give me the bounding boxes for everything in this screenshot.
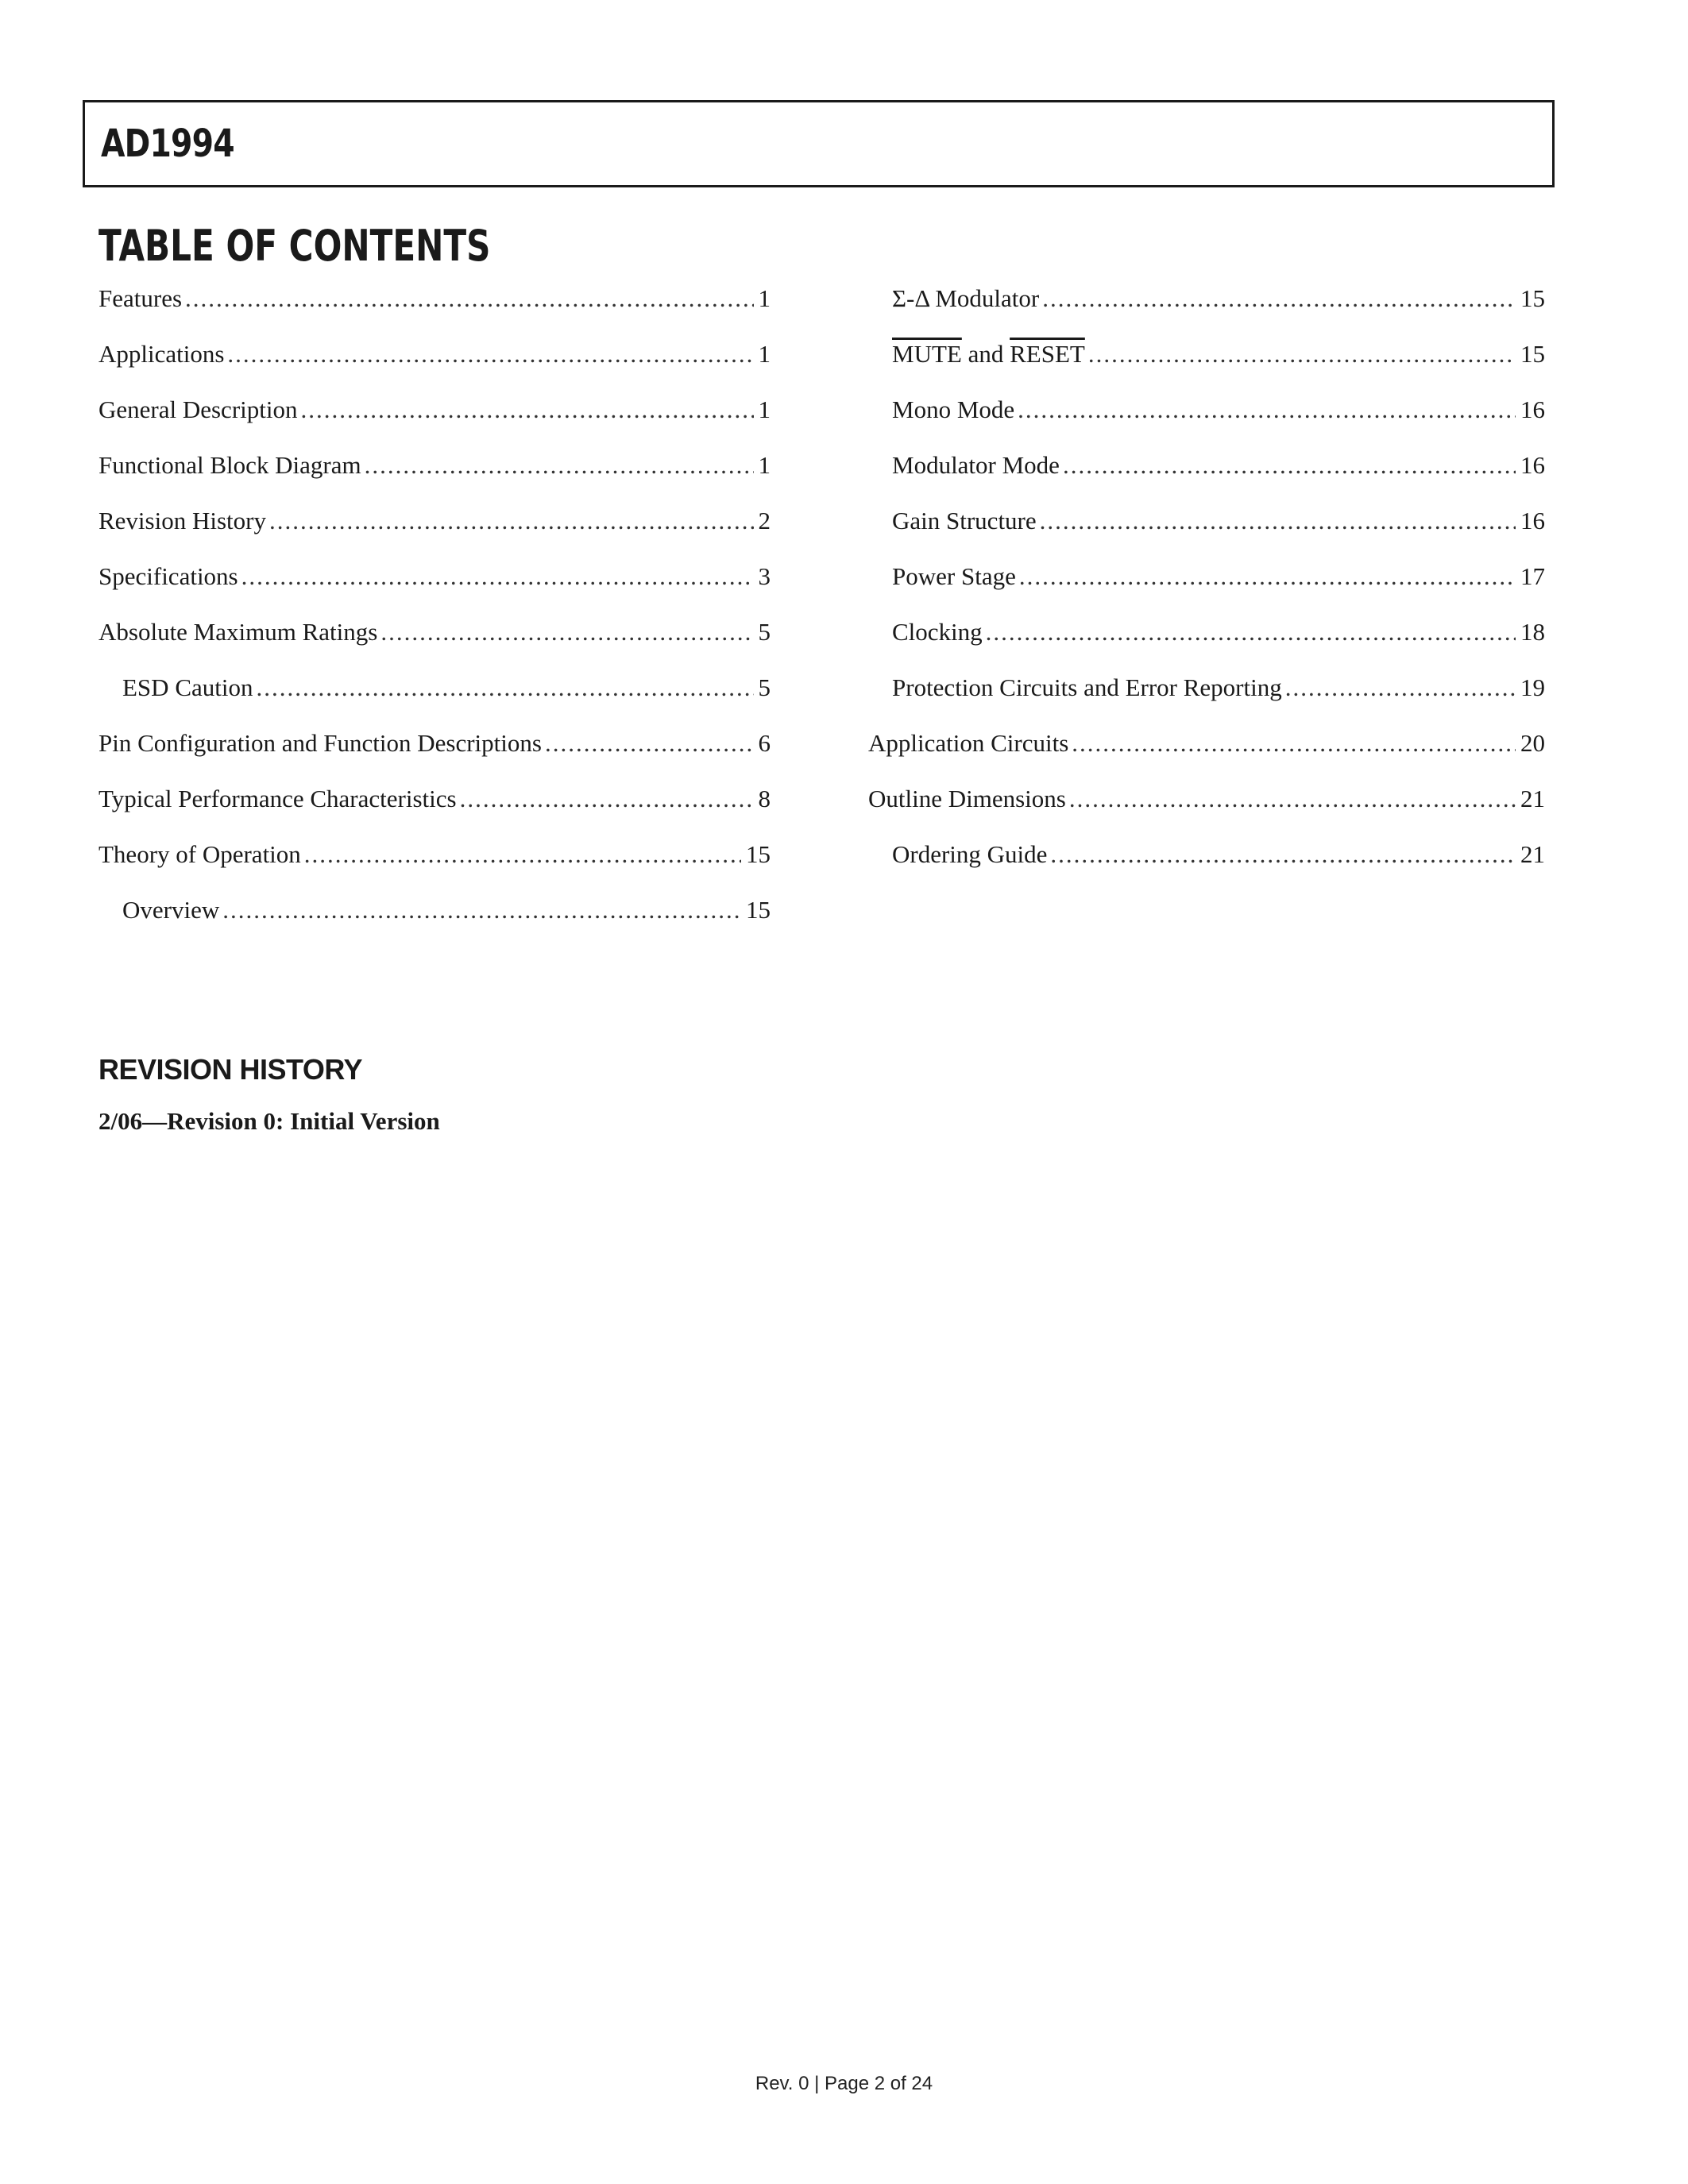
toc-entry-label: Features xyxy=(98,284,183,312)
toc-entry-label-connector: and xyxy=(961,340,1010,368)
toc-left-column xyxy=(98,283,771,950)
toc-entry[interactable] xyxy=(98,505,771,561)
toc-leader xyxy=(1018,394,1516,426)
toc-entry-label: Clocking xyxy=(892,618,983,646)
toc-entry-label: Functional Block Diagram xyxy=(98,451,361,479)
toc-entry[interactable] xyxy=(868,450,1545,505)
toc-entry-label: Outline Dimensions xyxy=(868,785,1066,812)
toc-leader xyxy=(1069,783,1516,815)
toc-entry[interactable] xyxy=(868,505,1545,561)
toc-entry-label: Applications xyxy=(98,340,225,368)
toc-entry-label: Σ-Δ Modulator xyxy=(892,284,1040,312)
toc-entry[interactable] xyxy=(868,783,1545,839)
toc-entry-page: 17 xyxy=(1520,562,1545,590)
toc-entry-page: 1 xyxy=(758,396,771,423)
toc-entry-label: Absolute Maximum Ratings xyxy=(98,618,378,646)
toc-entry-label: ESD Caution xyxy=(122,673,253,701)
toc-entry-page: 1 xyxy=(758,284,771,312)
toc-leader xyxy=(365,450,754,481)
toc-entry-label: Specifications xyxy=(98,562,238,590)
toc-entry-page: 15 xyxy=(746,840,771,868)
toc-entry[interactable] xyxy=(98,839,771,894)
toc-entry[interactable] xyxy=(98,338,771,394)
toc-entry-label: Overview xyxy=(122,896,220,924)
toc-entry-label: Theory of Operation xyxy=(98,840,301,868)
toc-leader xyxy=(1050,839,1516,870)
toc-leader xyxy=(380,616,753,648)
toc-title: TABLE OF CONTENTS xyxy=(98,221,491,271)
toc-entry-label: Pin Configuration and Function Descriptions xyxy=(98,729,542,757)
header-box xyxy=(83,100,1555,187)
mute-signal-name: MUTE xyxy=(892,340,962,368)
toc-entry-page: 16 xyxy=(1520,396,1545,423)
toc-leader xyxy=(1063,450,1516,481)
reset-signal-name: RESET xyxy=(1010,340,1085,368)
toc-entry[interactable] xyxy=(98,616,771,672)
toc-entry-label: Modulator Mode xyxy=(892,451,1060,479)
toc-entry-label: Typical Performance Characteristics xyxy=(98,785,457,812)
toc-entry-page: 2 xyxy=(758,507,771,534)
toc-entry-page: 15 xyxy=(746,896,771,924)
toc-leader xyxy=(256,672,753,704)
toc-leader xyxy=(304,839,741,870)
toc-leader xyxy=(545,727,754,759)
toc-leader xyxy=(460,783,754,815)
toc-entry[interactable] xyxy=(98,783,771,839)
toc-entry-label: Power Stage xyxy=(892,562,1016,590)
part-number: AD1994 xyxy=(101,122,234,166)
toc-entry-label: General Description xyxy=(98,396,298,423)
page-footer: Rev. 0 | Page 2 of 24 xyxy=(755,2073,933,2094)
toc-leader xyxy=(1019,561,1516,592)
toc-leader xyxy=(986,616,1516,648)
toc-entry[interactable] xyxy=(98,450,771,505)
toc-entry-page: 5 xyxy=(758,673,771,701)
toc-entry[interactable] xyxy=(98,394,771,450)
toc-entry[interactable] xyxy=(868,283,1545,338)
toc-entry-page: 3 xyxy=(758,562,771,590)
toc-entry[interactable] xyxy=(868,672,1545,727)
toc-entry[interactable] xyxy=(98,283,771,338)
toc-entry-page: 5 xyxy=(758,618,771,646)
toc-entry[interactable] xyxy=(98,561,771,616)
toc-leader xyxy=(269,505,754,537)
toc-entry[interactable] xyxy=(868,839,1545,894)
toc-leader xyxy=(1285,672,1516,704)
toc-entry-label: Protection Circuits and Error Reporting xyxy=(892,673,1282,701)
toc-entry[interactable] xyxy=(98,894,771,950)
toc-entry[interactable] xyxy=(98,672,771,727)
toc-entry-page: 21 xyxy=(1520,785,1545,812)
toc-entry-page: 6 xyxy=(758,729,771,757)
toc-leader xyxy=(1042,283,1516,314)
toc-leader xyxy=(241,561,754,592)
toc-right-column xyxy=(868,283,1545,894)
toc-entry-page: 19 xyxy=(1520,673,1545,701)
toc-entry-label: Revision History xyxy=(98,507,266,534)
toc-leader xyxy=(300,394,753,426)
toc-leader xyxy=(1072,727,1516,759)
toc-entry-page: 1 xyxy=(758,340,771,368)
toc-entry-label xyxy=(892,338,1085,370)
toc-entry-page: 18 xyxy=(1520,618,1545,646)
revision-history-heading: REVISION HISTORY xyxy=(98,1053,363,1086)
toc-entry[interactable] xyxy=(98,727,771,783)
toc-entry-page: 15 xyxy=(1520,340,1545,368)
toc-entry[interactable] xyxy=(868,561,1545,616)
toc-entry-label: Application Circuits xyxy=(868,729,1069,757)
toc-entry-page: 16 xyxy=(1520,507,1545,534)
toc-entry[interactable] xyxy=(868,616,1545,672)
toc-entry-page: 15 xyxy=(1520,284,1545,312)
toc-leader xyxy=(185,283,753,314)
toc-leader xyxy=(227,338,753,370)
toc-entry-page: 1 xyxy=(758,451,771,479)
toc-entry-page: 8 xyxy=(758,785,771,812)
toc-leader xyxy=(1088,338,1516,370)
toc-entry-label: Ordering Guide xyxy=(892,840,1048,868)
toc-entry-label: Gain Structure xyxy=(892,507,1037,534)
toc-entry-page: 16 xyxy=(1520,451,1545,479)
revision-history-entry: 2/06—Revision 0: Initial Version xyxy=(98,1107,440,1135)
toc-leader xyxy=(222,894,741,926)
toc-entry[interactable] xyxy=(868,727,1545,783)
toc-entry[interactable] xyxy=(868,394,1545,450)
toc-entry-page: 20 xyxy=(1520,729,1545,757)
toc-entry[interactable] xyxy=(868,338,1545,394)
toc-entry-page: 21 xyxy=(1520,840,1545,868)
toc-entry-label: Mono Mode xyxy=(892,396,1015,423)
toc-leader xyxy=(1040,505,1516,537)
